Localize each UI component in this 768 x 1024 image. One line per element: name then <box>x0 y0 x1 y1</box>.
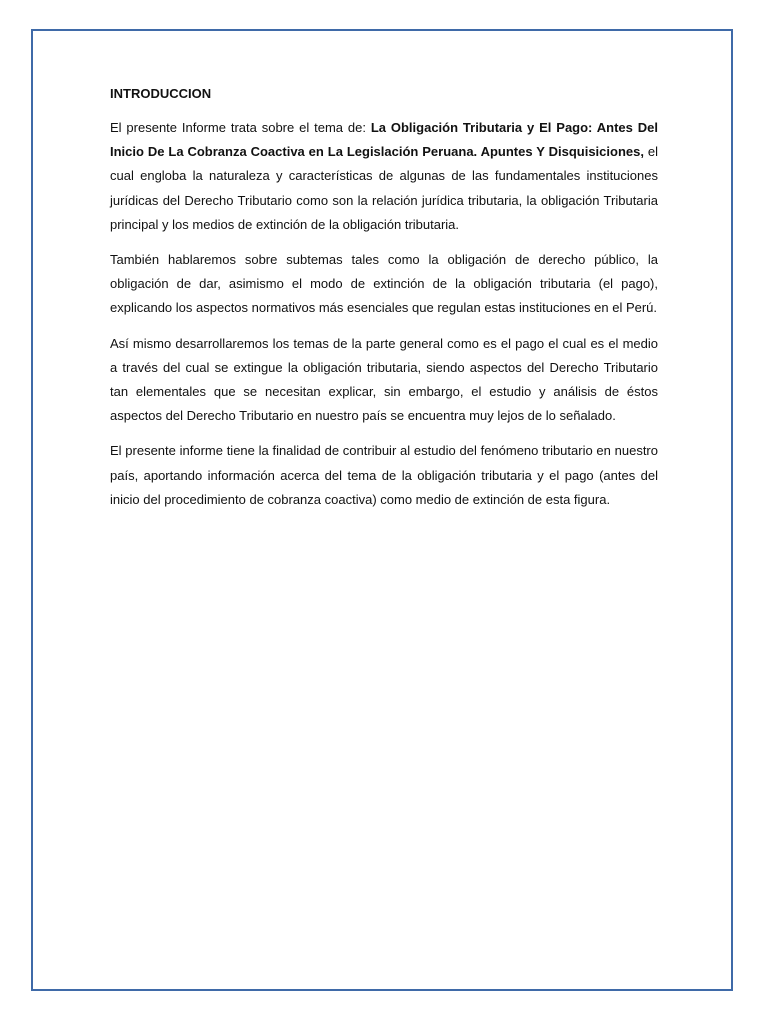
paragraph-3: Así mismo desarrollaremos los temas de la parte general como es el pago el cual es el medio a través del cual se extingue la obligación tributaria, siendo aspectos del Derecho Tributario tan elementales que se necesitan explicar, sin embargo, el estudio y análisis de éstos aspectos del Derecho Tributario en nuestro país se encuentra muy lejos de lo señalado. <box>110 335 658 424</box>
paragraph-4: El presente informe tiene la finalidad de contribuir al estudio del fenómeno tributario en nuestro país, aportando información acerca del tema de la obligación tributaria y el pago (antes del inicio del procedimiento de cobranza coactiva) como medio de extinción de esta figura. <box>110 443 658 507</box>
paragraph-1-rest: el cual engloba la naturaleza y características de algunas de las fundamentales instituciones jurídicas del Derecho Tributario como son la relación jurídica tributaria, la obligación Tributaria principal y los medios de extinción de la obligación tributaria. <box>110 144 658 232</box>
paragraph-1-intro: El presente Informe trata sobre el tema de: <box>110 120 371 135</box>
paragraph-1 <box>110 116 658 237</box>
section-heading: INTRODUCCION <box>110 86 212 101</box>
document-body <box>110 84 658 523</box>
report-title-bold: La Obligación Tributaria y El Pago: Antes Del Inicio De La Cobranza Coactiva en La Legislación Peruana. Apuntes Y Disquisiciones, <box>110 120 658 160</box>
paragraph-2: También hablaremos sobre subtemas tales como la obligación de derecho público, la obligación de dar, asimismo el modo de extinción de la obligación tributaria (el pago), explicando los aspectos normativos más esenciales que regulan estas instituciones en el Perú. <box>110 252 658 316</box>
